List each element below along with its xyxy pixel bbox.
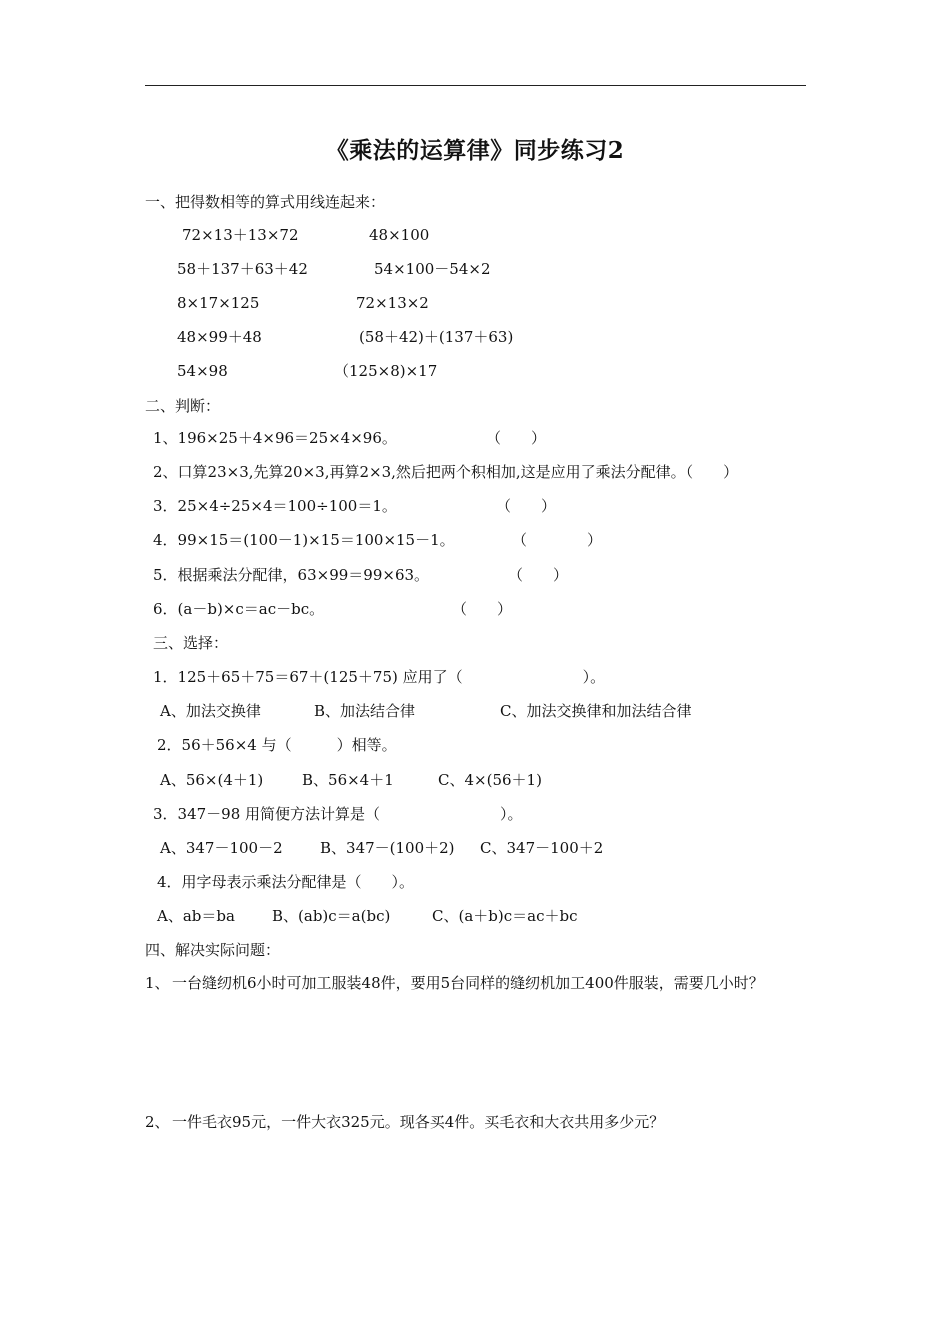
section2-heading: 二、判断： xyxy=(145,397,221,415)
match-right-1: 48×100 xyxy=(369,226,430,244)
choice-q3-b: B、347－(100＋2) xyxy=(320,839,455,857)
match-right-4: (58＋42)＋(137＋63) xyxy=(359,328,514,346)
section1-heading: 一、把得数相等的算式用线连起来： xyxy=(145,193,386,211)
judge-item-1: 1、196×25＋4×96＝25×4×96。 xyxy=(153,429,397,447)
choice-q4: 4．用字母表示乘法分配律是（ ）。 xyxy=(157,873,415,891)
judge-paren-4: （ ） xyxy=(512,531,603,549)
problem-1-number: 1、 xyxy=(145,974,170,992)
judge-item-2: 2、口算23×3,先算20×3,再算2×3,然后把两个积相加,这是应用了乘法分配律。（ ） xyxy=(153,463,739,481)
page-title: 《乘法的运算律》同步练习2 xyxy=(325,137,625,164)
judge-paren-5: （ ） xyxy=(508,566,569,584)
judge-item-5: 5．根据乘法分配律，63×99＝99×63。 xyxy=(153,566,430,584)
match-right-5: （125×8)×17 xyxy=(334,362,438,380)
match-left-4: 48×99＋48 xyxy=(177,328,262,346)
choice-q1-a: A、加法交换律 xyxy=(160,702,261,720)
choice-q3: 3．347－98 用简便方法计算是（ ）。 xyxy=(153,805,523,823)
match-left-5: 54×98 xyxy=(177,362,228,380)
judge-paren-3: （ ） xyxy=(496,497,557,515)
header-rule xyxy=(145,85,806,86)
match-left-1: 72×13＋13×72 xyxy=(182,226,299,244)
judge-paren-1: （ ） xyxy=(486,429,547,447)
choice-q2-b: B、56×4＋1 xyxy=(302,771,394,789)
match-left-2: 58＋137＋63＋42 xyxy=(177,260,308,278)
choice-q1-b: B、加法结合律 xyxy=(314,702,416,720)
choice-q2: 2．56＋56×4 与（ ）相等。 xyxy=(157,736,397,754)
choice-q4-c: C、(a＋b)c＝ac＋bc xyxy=(432,907,578,925)
section4-heading: 四、解决实际问题： xyxy=(145,941,281,959)
match-right-2: 54×100－54×2 xyxy=(374,260,491,278)
section3-heading: 三、选择： xyxy=(153,634,229,652)
choice-q1-c: C、加法交换律和加法结合律 xyxy=(500,702,692,720)
judge-item-3: 3．25×4÷25×4＝100÷100＝1。 xyxy=(153,497,397,515)
choice-q4-b: B、(ab)c＝a(bc) xyxy=(272,907,391,925)
choice-q3-c: C、347－100＋2 xyxy=(480,839,604,857)
choice-q1: 1．125＋65＋75＝67＋(125＋75) 应用了（ ）。 xyxy=(153,668,606,686)
problem-1-text: 一台缝纫机6小时可加工服装48件，要用5台同样的缝纫机加工400件服装，需要几小时？ xyxy=(172,974,764,992)
choice-q2-c: C、4×(56＋1) xyxy=(438,771,542,789)
choice-q2-a: A、56×(4＋1) xyxy=(160,771,264,789)
judge-paren-6: （ ） xyxy=(452,600,513,618)
problem-2-number: 2、 xyxy=(145,1113,170,1131)
judge-item-6: 6．(a－b)×c＝ac－bc。 xyxy=(153,600,325,618)
match-left-3: 8×17×125 xyxy=(177,294,260,312)
choice-q4-a: A、ab＝ba xyxy=(157,907,235,925)
match-right-3: 72×13×2 xyxy=(356,294,429,312)
problem-2-text: 一件毛衣95元，一件大衣325元。现各买4件。买毛衣和大衣共用多少元？ xyxy=(172,1113,665,1131)
judge-item-4: 4．99×15＝(100－1)×15＝100×15－1。 xyxy=(153,531,455,549)
choice-q3-a: A、347－100－2 xyxy=(160,839,283,857)
